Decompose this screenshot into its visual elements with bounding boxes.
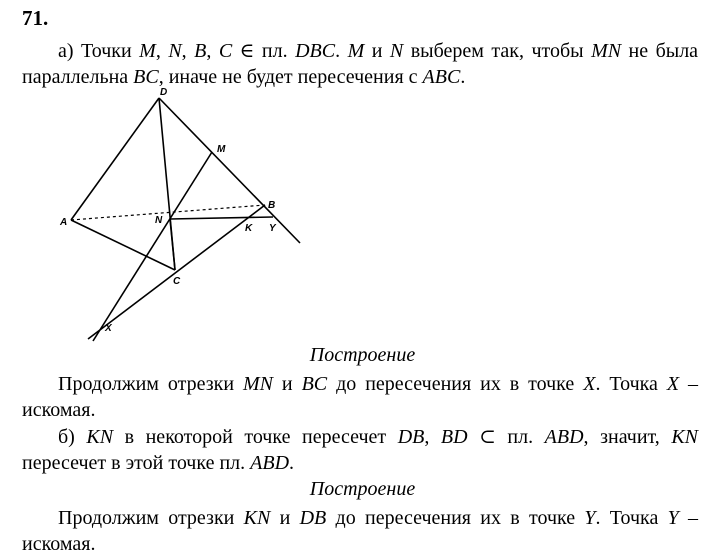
- label-X: X: [105, 323, 112, 334]
- edge-DA: [71, 98, 159, 220]
- label-N: N: [155, 215, 163, 226]
- label-C: C: [173, 276, 181, 287]
- edge-CB-extended: [88, 205, 265, 339]
- construction-1-text: Продолжим отрезки MN и BC до пересечения их в точке X. Точка X – искомая.: [22, 373, 699, 421]
- problem-number: 71.: [22, 6, 49, 30]
- edge-AC: [71, 220, 175, 270]
- heading-construction-2: Построение: [309, 478, 416, 500]
- part-a-text: а) Точки M, N, B, C ∈ пл. DBC. M и N выберем так, чтобы MN не была параллельна BC, иначе не будет пересечения с ABC.: [22, 40, 699, 88]
- label-B: B: [268, 200, 276, 211]
- line-MX: [93, 152, 212, 341]
- line-NC: [170, 219, 175, 270]
- label-K: K: [245, 223, 253, 234]
- part-b-text: б) KN в некоторой точке пересечет DB, BD ⊂ пл. ABD, значит, KN пересечет в этой точке пл. ABD.: [22, 426, 698, 474]
- label-Y: Y: [269, 223, 276, 234]
- label-A: A: [60, 217, 68, 228]
- construction-2-text: Продолжим отрезки KN и DB до пересечения их в точке Y. Точка Y – искомая.: [22, 507, 699, 555]
- geometry-figure: [55, 83, 315, 353]
- label-M: M: [217, 144, 226, 155]
- heading-construction-1: Построение: [309, 344, 416, 366]
- line-NY: [170, 217, 273, 219]
- label-D: D: [160, 87, 168, 98]
- edge-DB: [159, 98, 300, 243]
